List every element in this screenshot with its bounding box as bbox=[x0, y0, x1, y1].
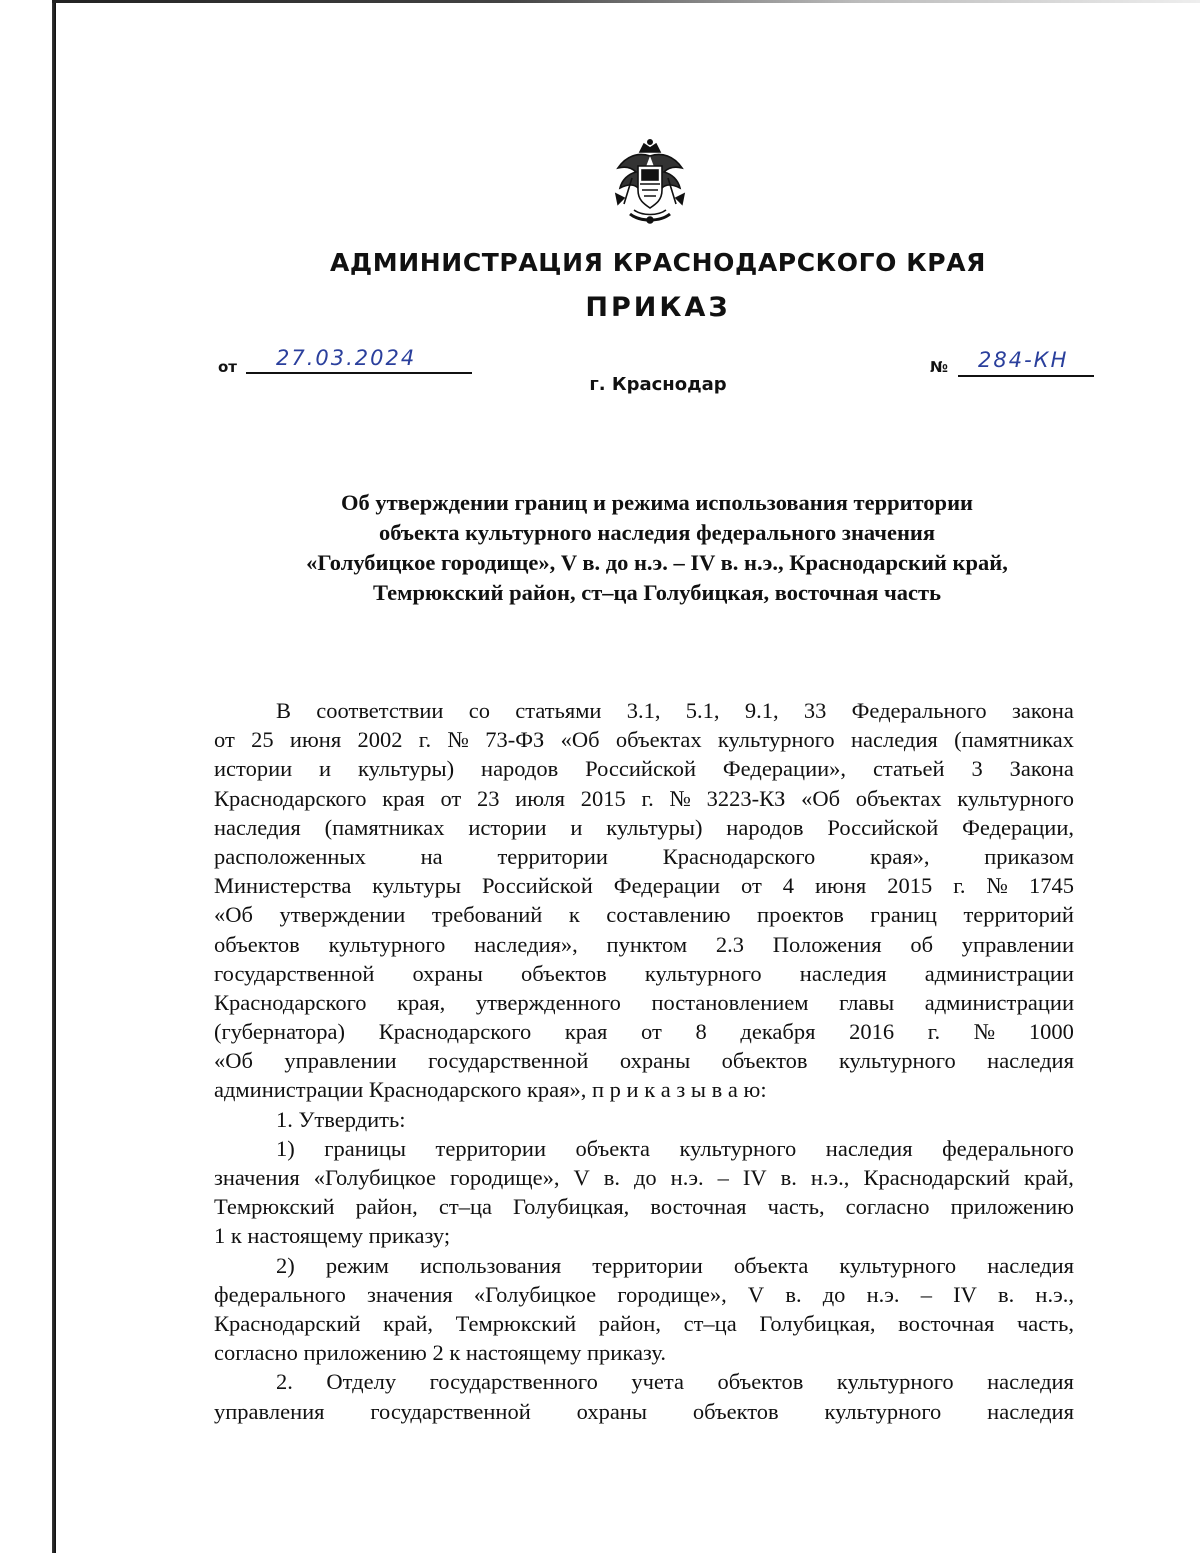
body-word: статьей bbox=[872, 756, 945, 782]
body-word: управлении bbox=[961, 931, 1074, 957]
body-line bbox=[214, 1017, 1074, 1046]
body-word: 8 bbox=[695, 1019, 707, 1045]
body-word: государственной bbox=[370, 1398, 531, 1424]
body-word: постановлением bbox=[651, 989, 809, 1015]
body-line-text: 1. Утвердить: bbox=[276, 1106, 406, 1132]
body-line-text: 1 к настоящему приказу; bbox=[214, 1223, 451, 1249]
body-word: приказом bbox=[984, 843, 1074, 869]
body-word: управлении bbox=[284, 1048, 397, 1074]
body-line bbox=[214, 1221, 1074, 1250]
body-word: V bbox=[573, 1165, 590, 1190]
subject-line: Об утверждении границ и режима использования территории bbox=[340, 490, 974, 515]
body-word: об bbox=[910, 931, 934, 957]
body-word: наследия bbox=[799, 960, 887, 986]
body-word: культурного bbox=[328, 931, 446, 957]
body-line bbox=[214, 1397, 1074, 1426]
body-word: объектов bbox=[692, 1398, 779, 1424]
body-word: объектов bbox=[721, 1048, 808, 1074]
body-word: «Голубицкое bbox=[473, 1281, 597, 1307]
subject-line: Темрюкский район, ст–ца Голубицкая, восточная часть bbox=[373, 580, 941, 605]
body-word: 1) bbox=[276, 1135, 295, 1161]
organization-title: АДМИНИСТРАЦИЯ КРАСНОДАРСКОГО КРАЯ bbox=[329, 248, 987, 277]
body-word: Краснодарского bbox=[662, 843, 816, 869]
body-line bbox=[214, 988, 1074, 1017]
body-word: 25 bbox=[251, 727, 274, 753]
scan-edge-top bbox=[52, 0, 1200, 3]
body-word: охраны bbox=[576, 1398, 647, 1424]
body-word: городище», bbox=[450, 1165, 560, 1190]
body-word: восточная bbox=[650, 1194, 747, 1220]
body-word: 2015 bbox=[887, 873, 933, 899]
body-word: в. bbox=[785, 1281, 802, 1307]
body-word: Голубицкая, bbox=[759, 1310, 876, 1336]
body-word: наследия bbox=[987, 1369, 1074, 1395]
body-word: – bbox=[717, 1165, 729, 1190]
body-word: культурного bbox=[824, 1398, 942, 1424]
body-word: н.э. bbox=[866, 1281, 900, 1307]
body-word: наследия bbox=[987, 1048, 1074, 1074]
body-line bbox=[214, 1338, 1074, 1367]
body-word: края», bbox=[870, 843, 930, 869]
body-word: на bbox=[420, 843, 443, 869]
body-word: 2002 bbox=[357, 727, 403, 753]
body-word: культуры) bbox=[606, 814, 703, 840]
body-word: границ bbox=[870, 902, 937, 928]
coat-of-arms-icon bbox=[610, 138, 690, 228]
body-word: требований bbox=[431, 902, 543, 928]
body-line bbox=[214, 696, 1074, 725]
body-word: V bbox=[747, 1281, 765, 1307]
body-word: 5.1, bbox=[685, 698, 720, 723]
body-word: 23 bbox=[476, 785, 500, 811]
body-word: часть, bbox=[767, 1194, 825, 1220]
body-word: – bbox=[920, 1281, 932, 1307]
body-word: г. bbox=[927, 1019, 941, 1045]
body-word: в. bbox=[780, 1165, 797, 1190]
body-word: ст–ца bbox=[683, 1310, 737, 1336]
body-word: район, bbox=[355, 1194, 418, 1220]
body-word: соответствии bbox=[316, 698, 444, 723]
body-word: режим bbox=[325, 1252, 389, 1278]
body-word: IV bbox=[742, 1165, 767, 1190]
body-line bbox=[214, 1046, 1074, 1075]
body-word: г. bbox=[953, 873, 966, 899]
body-word: Краснодарский bbox=[214, 1310, 361, 1336]
body-word: Российской bbox=[481, 873, 593, 899]
body-word: 3 bbox=[971, 756, 983, 782]
body-line bbox=[214, 1309, 1074, 1338]
body-word: Закона bbox=[1009, 756, 1074, 782]
body-word: учета bbox=[631, 1369, 685, 1395]
body-word: культурного bbox=[644, 960, 762, 986]
body-word: территории bbox=[435, 1135, 546, 1161]
body-word: «Об bbox=[214, 1048, 253, 1074]
body-line bbox=[214, 754, 1074, 783]
body-word: края bbox=[382, 785, 425, 811]
body-word: утвержденного bbox=[475, 989, 621, 1015]
body-word: 3223-КЗ bbox=[706, 785, 786, 811]
subject-line: «Голубицкое городище», V в. до н.э. – IV в. н.э., Краснодарский край, bbox=[306, 550, 1008, 575]
body-word: культурного bbox=[957, 785, 1074, 811]
body-word: края bbox=[564, 1019, 608, 1045]
body-word: Темрюкский bbox=[455, 1310, 577, 1336]
document-type: ПРИКАЗ bbox=[585, 292, 731, 323]
city: г. Краснодар bbox=[589, 374, 727, 395]
body-word: со bbox=[468, 698, 490, 723]
body-word: государственной bbox=[428, 1048, 589, 1074]
body-word: народов bbox=[726, 814, 804, 840]
body-word: охраны bbox=[412, 960, 483, 986]
body-word: культуры) bbox=[357, 756, 455, 782]
body-line bbox=[214, 1192, 1074, 1221]
body-word: администрации bbox=[924, 989, 1074, 1015]
body-word: наследия bbox=[825, 1135, 913, 1161]
body-word: «Голубицкое bbox=[313, 1165, 436, 1190]
body-word: Федерации bbox=[613, 873, 721, 899]
body-word: границы bbox=[324, 1135, 406, 1161]
body-line-text: согласно приложению 2 к настоящему приказу. bbox=[214, 1340, 666, 1366]
body-word: 33 bbox=[803, 698, 827, 723]
body-line bbox=[214, 725, 1074, 754]
body-word: охраны bbox=[619, 1048, 691, 1074]
body-word: «Об bbox=[801, 785, 841, 811]
body-word: Федерации, bbox=[962, 814, 1074, 840]
date-label: от bbox=[218, 358, 237, 376]
body-word: июня bbox=[289, 727, 342, 753]
body-word: значения bbox=[367, 1281, 453, 1307]
body-word: н.э., bbox=[1035, 1281, 1074, 1307]
body-word: 2) bbox=[276, 1252, 295, 1278]
body-word: IV bbox=[953, 1281, 977, 1307]
subject-line: объекта культурного наследия федерального значения bbox=[378, 520, 936, 545]
body-word: 2.3 bbox=[715, 931, 744, 957]
body-line bbox=[214, 1105, 1074, 1134]
body-word: восточная bbox=[898, 1310, 995, 1336]
body-word: объектах bbox=[615, 727, 702, 753]
body-word: «Об bbox=[560, 727, 600, 753]
body-word: декабря bbox=[740, 1019, 816, 1045]
body-line bbox=[214, 1251, 1074, 1280]
body-word: 1745 bbox=[1028, 873, 1074, 899]
body-word: объектах bbox=[855, 785, 942, 811]
body-word: управления bbox=[214, 1398, 325, 1424]
body-word: и bbox=[570, 814, 583, 840]
body-word: до bbox=[633, 1165, 657, 1190]
body-word: объекта bbox=[575, 1135, 650, 1161]
body-word: федерального bbox=[942, 1135, 1074, 1161]
body-word: от bbox=[741, 873, 762, 899]
body-word: государственной bbox=[214, 960, 375, 986]
body-word: наследия», bbox=[474, 931, 578, 957]
body-word: № bbox=[669, 785, 691, 811]
body-word: проектов bbox=[757, 902, 844, 928]
body-word: Краснодарского bbox=[378, 1019, 532, 1045]
body-word: наследия bbox=[850, 727, 938, 753]
body-word: ст–ца bbox=[438, 1194, 492, 1220]
scan-edge-left bbox=[52, 0, 56, 1553]
body-line bbox=[214, 842, 1074, 871]
body-word: территории bbox=[497, 843, 608, 869]
body-word: 4 bbox=[782, 873, 795, 899]
body-line bbox=[214, 1075, 1074, 1104]
handwritten-date: 27.03.2024 bbox=[276, 346, 417, 370]
body-word: статьями bbox=[515, 698, 602, 723]
body-word: край, bbox=[1024, 1165, 1074, 1190]
body-word: утверждении bbox=[279, 902, 406, 928]
body-word: объекта bbox=[733, 1252, 809, 1278]
body-word: в. bbox=[603, 1165, 620, 1190]
body-word: культуры bbox=[372, 873, 461, 899]
body-word: государственного bbox=[429, 1369, 598, 1395]
body-word: (губернатора) bbox=[214, 1019, 346, 1045]
body-line bbox=[214, 813, 1074, 842]
body-word: и bbox=[319, 756, 332, 782]
body-word: «Об bbox=[214, 902, 253, 928]
body-word: федерального bbox=[214, 1281, 346, 1307]
body-word: культурного bbox=[717, 727, 835, 753]
body-line-text: администрации Краснодарского края», п р и к а з ы в а ю: bbox=[214, 1077, 767, 1103]
body-word: истории bbox=[214, 756, 293, 782]
body-word: г. bbox=[418, 727, 432, 753]
body-line bbox=[214, 871, 1074, 900]
body-line bbox=[214, 1367, 1074, 1396]
body-word: закона bbox=[1011, 698, 1074, 723]
body-word: городище», bbox=[617, 1281, 727, 1307]
body-word: составлению bbox=[606, 902, 731, 928]
body-line bbox=[214, 900, 1074, 929]
body-word: наследия bbox=[987, 1398, 1074, 1424]
body-word: объектов bbox=[214, 931, 300, 957]
body-word: н.э. bbox=[670, 1165, 704, 1190]
body-word: Отделу bbox=[326, 1369, 397, 1395]
body-line bbox=[214, 959, 1074, 988]
body-word: объектов bbox=[520, 960, 607, 986]
body-word: наследия bbox=[214, 814, 301, 840]
body-word: 3.1, bbox=[626, 698, 661, 723]
body-word: г. bbox=[641, 785, 654, 811]
body-word: объектов bbox=[717, 1369, 804, 1395]
body-word: до bbox=[822, 1281, 846, 1307]
body-word: 1000 bbox=[1028, 1019, 1074, 1045]
body-word: 9.1, bbox=[744, 698, 779, 723]
body-word: Положения bbox=[772, 931, 882, 957]
body-word: Голубицкая, bbox=[513, 1194, 630, 1220]
body-word: от bbox=[214, 727, 235, 753]
body-word: 2. bbox=[276, 1369, 293, 1395]
body-word: от bbox=[641, 1019, 662, 1045]
body-line bbox=[214, 1134, 1074, 1163]
body-word: народов bbox=[481, 756, 559, 782]
document-body bbox=[214, 696, 1074, 1426]
body-word: Темрюкский bbox=[214, 1194, 335, 1220]
body-word: Краснодарский bbox=[863, 1165, 1010, 1190]
body-word: № bbox=[986, 873, 1008, 899]
handwritten-number: 284-КН bbox=[978, 348, 1069, 372]
body-word: № bbox=[973, 1019, 996, 1045]
body-word: территорий bbox=[963, 902, 1074, 928]
body-word: администрации bbox=[924, 960, 1074, 986]
body-line bbox=[214, 784, 1074, 813]
body-word: край, bbox=[383, 1310, 434, 1336]
body-word: 2016 bbox=[849, 1019, 895, 1045]
body-word: от bbox=[440, 785, 462, 811]
body-word: Федерального bbox=[851, 698, 987, 723]
body-word: 73-ФЗ bbox=[485, 727, 545, 753]
body-word: июля bbox=[515, 785, 566, 811]
body-word: н.э., bbox=[810, 1165, 850, 1190]
number-label: № bbox=[930, 358, 949, 376]
body-word: края, bbox=[397, 989, 446, 1015]
body-word: приложению bbox=[950, 1194, 1074, 1220]
body-word: Федерации», bbox=[722, 756, 847, 782]
body-word: Министерства bbox=[214, 873, 352, 899]
body-word: (памятниках bbox=[954, 727, 1074, 753]
body-word: территории bbox=[592, 1252, 703, 1278]
body-line bbox=[214, 1163, 1074, 1192]
body-word: июня bbox=[815, 873, 867, 899]
body-word: расположенных bbox=[214, 843, 366, 869]
body-word: согласно bbox=[845, 1194, 930, 1220]
body-word: район, bbox=[598, 1310, 661, 1336]
body-word: пунктом bbox=[606, 931, 688, 957]
body-word: Краснодарского bbox=[214, 989, 367, 1015]
document-subject bbox=[200, 488, 1114, 608]
body-word: (памятниках bbox=[324, 814, 445, 840]
body-word: использования bbox=[419, 1252, 562, 1278]
body-line bbox=[214, 1280, 1074, 1309]
body-word: главы bbox=[839, 989, 895, 1015]
body-word: 2015 bbox=[580, 785, 626, 811]
body-word: в. bbox=[998, 1281, 1015, 1307]
body-word: культурного bbox=[679, 1135, 797, 1161]
body-word: культурного bbox=[838, 1048, 956, 1074]
body-word: культурного bbox=[839, 1252, 957, 1278]
body-word: наследия bbox=[987, 1252, 1074, 1278]
body-word: культурного bbox=[836, 1369, 954, 1395]
body-word: № bbox=[447, 727, 469, 753]
body-word: часть, bbox=[1016, 1310, 1074, 1336]
body-word: истории bbox=[468, 814, 547, 840]
body-word: к bbox=[568, 902, 580, 928]
body-word: В bbox=[276, 698, 292, 723]
body-word: Российской bbox=[827, 814, 939, 840]
body-word: значения bbox=[214, 1165, 300, 1190]
body-word: Российской bbox=[585, 756, 697, 782]
body-word: Краснодарского bbox=[214, 785, 367, 811]
body-line bbox=[214, 930, 1074, 959]
